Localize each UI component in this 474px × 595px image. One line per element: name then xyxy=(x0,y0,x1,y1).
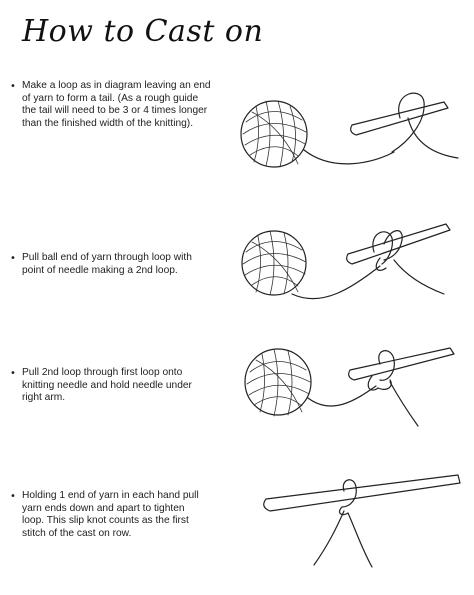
step-text: Make a loop as in diagram leaving an end of yarn to form a tail. (As a rough guide the tail will need to be 3 or 4 times longer than the finished width of the knitting). xyxy=(22,80,211,129)
bullet: • xyxy=(10,253,16,264)
yarn-ball-needle-second-loop-icon xyxy=(232,208,462,318)
bullet: • xyxy=(10,368,16,379)
step-text: Pull 2nd loop through first loop onto knitting needle and hold needle under right arm. xyxy=(22,367,192,404)
yarn-ball-needle-loop-icon xyxy=(232,82,462,192)
step-2 xyxy=(10,252,242,277)
step-3 xyxy=(10,367,242,405)
bullet: • xyxy=(10,81,16,92)
yarn-ball-needle-pull-through-icon xyxy=(232,330,462,440)
step-text: Holding 1 end of yarn in each hand pull yarn ends down and apart to tighten loop. This slip knot counts as the first stitch of the cast on row. xyxy=(22,490,199,539)
step-4 xyxy=(10,490,242,540)
bullet: • xyxy=(10,491,16,502)
needle-slip-knot-icon xyxy=(232,455,462,595)
page-title: How to Cast on xyxy=(22,14,264,49)
step-text: Pull ball end of yarn through loop with point of needle making a 2nd loop. xyxy=(22,252,192,276)
step-1 xyxy=(10,80,242,130)
